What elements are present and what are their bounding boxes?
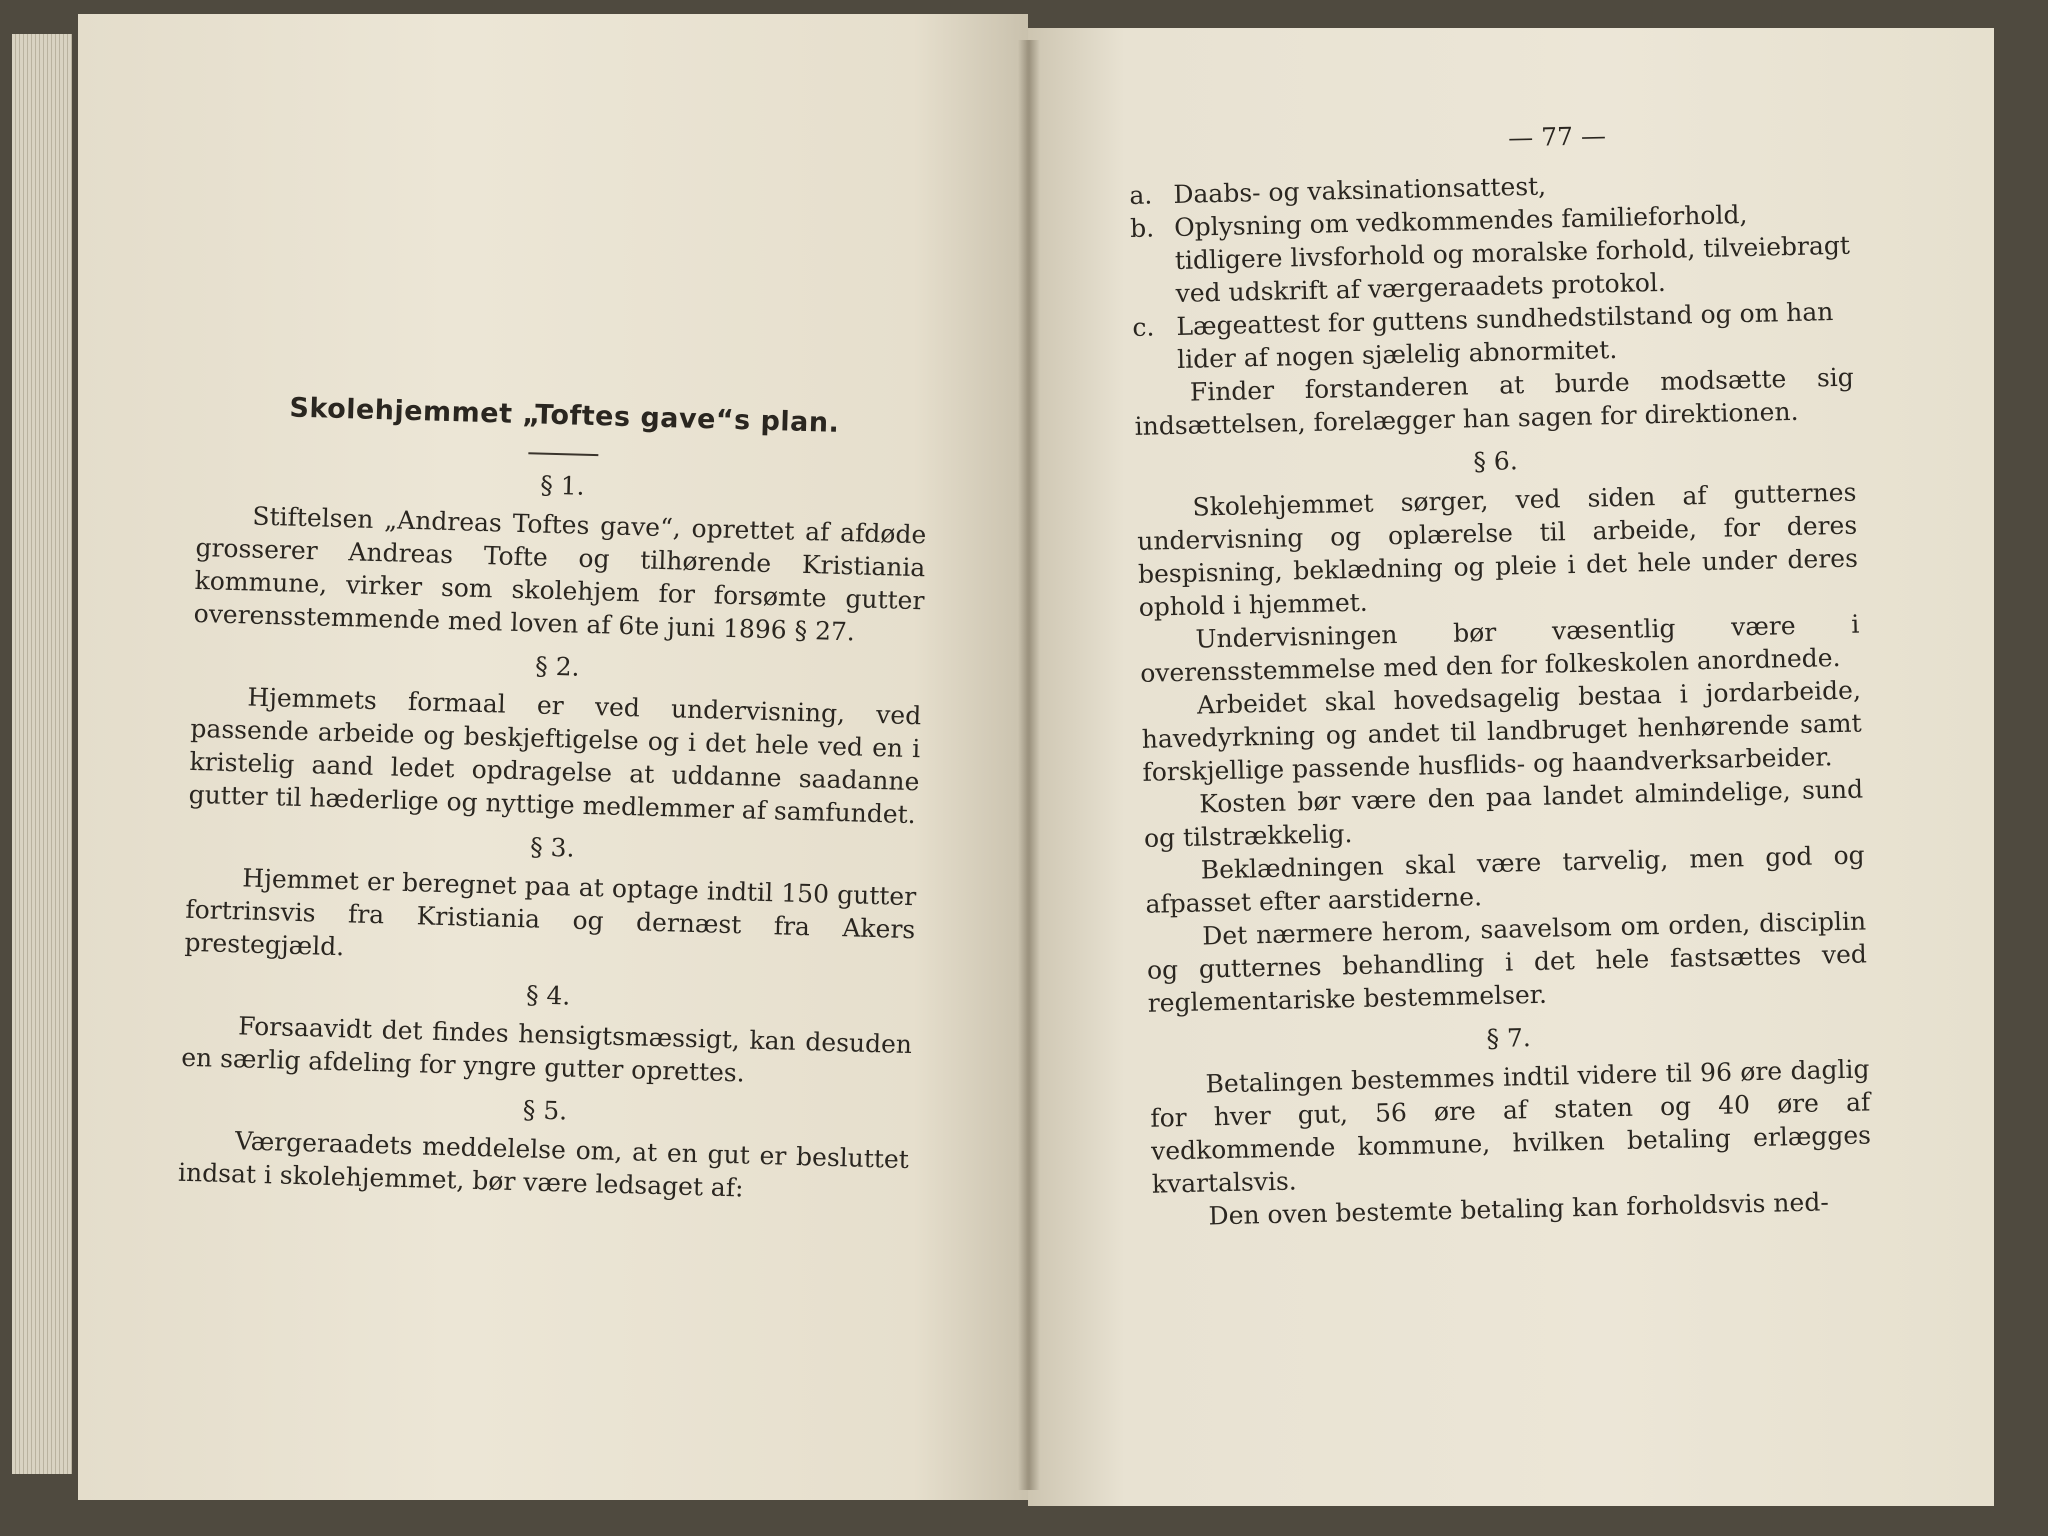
section-4-paragraph: Forsaavidt det findes hensigtsmæssigt, kan desuden en særlig afdeling for yngre gutter oprettes. [180,1011,913,1088]
section-2-paragraph: Hjemmets formaal er ved undervisning, ved passende arbeide og beskjeftigelse og i det hele ved en i kristelig aand ledet opdragelse at uddanne saadanne gutter til hæderlige og nyttige medlemmer af samfundet. [188,682,922,830]
title-rule [528,452,598,456]
section-marker-3: § 3. [529,832,575,863]
section-6-paragraph: Undervisningen bør væsentlig være i overensstemmelse med den for folkeskolen anordnede. [1139,609,1860,688]
section-marker-4: § 4. [525,980,571,1011]
page-edges [12,34,72,1474]
section-marker-7: § 7. [1486,1023,1532,1054]
section-5-paragraph: Værgeraadets meddelelse om, at en gut er besluttet indsat i skolehjemmet, bør være ledsaget af: [177,1126,910,1203]
section-marker-6: § 6. [1473,446,1519,477]
section-7-paragraph: Betalingen bestemmes indtil videre til 96 øre daglig for hver gut, 56 øre af staten og 40 øre af vedkommende kommune, hvilken betaling erlægges kvartalsvis. [1150,1054,1872,1199]
list-item [1130,196,1852,311]
section-7-paragraph: Den oven bestemte betaling kan forholdsvis ned- [1208,1187,1830,1231]
list-marker: c. [1132,312,1155,342]
section-6-paragraph: Beklædningen skal være tarvelig, men god og afpasset efter aarstiderne. [1145,840,1865,919]
section-6-paragraph: Skolehjemmet sørger, ved siden af gutternes undervisning og oplærelse til arbeide, for deres bespisning, beklædning og pleie i det hele under deres ophold i hjemmet. [1136,477,1859,622]
section-marker-5: § 5. [522,1095,568,1126]
after-list-paragraph: Finder forstanderen at burde modsætte sig indsættelsen, forelægger han sagen for direktionen. [1134,362,1855,441]
left-page-text [178,390,930,1209]
section-3-paragraph: Hjemmet er beregnet paa at optage indtil 150 gutter fortrinsvis fra Kristiania og dernæst fra Akers prestegjæld. [184,863,917,962]
list-marker: b. [1129,213,1155,243]
section-6-paragraph: Det nærmere herom, saavelsom om orden, disciplin og gutternes behandling i det hele fastsættes ved reglementariske bestemmelser. [1146,906,1868,1018]
section-6-paragraph: Kosten bør være den paa landet almindelige, sund og tilstrækkelig. [1143,774,1864,853]
book-gutter [1018,40,1040,1490]
right-page-text [1128,116,1873,1234]
section-marker-2: § 2. [534,651,580,682]
section-1-paragraph: Stiftelsen „Andreas Toftes gave“, oprettet af afdøde grosserer Andreas Tofte og tilhørende Kristiania kommune, virker som skolehjem for forsømte gutter overensstemmende med loven af 6te juni 1896 § 27. [193,501,927,647]
section-marker-1: § 1. [539,470,586,501]
document-title: Skolehjemmet „Toftes gave“s plan. [289,392,840,439]
attachment-list [1129,163,1853,377]
list-item-text: Oplysning om vedkommendes familieforhold, tidligere livsforhold og moralske forhold, tilveiebragt ved udskrift af værgeraadets protokol. [1173,199,1851,308]
list-item-text: Lægeattest for guttens sundhedstilstand og om han lider af nogen sjælelig abnormitet. [1176,297,1834,374]
page-number: — 77 — [1507,121,1607,153]
list-item-text: Daabs- og vaksinationsattest, [1173,171,1547,209]
section-6-paragraph: Arbeidet skal hovedsagelig bestaa i jordarbeide, havedyrkning og andet til landbruget henhørende samt forskjellige passende husflids- og haandverksarbeider. [1141,675,1862,787]
list-marker: a. [1129,180,1153,210]
